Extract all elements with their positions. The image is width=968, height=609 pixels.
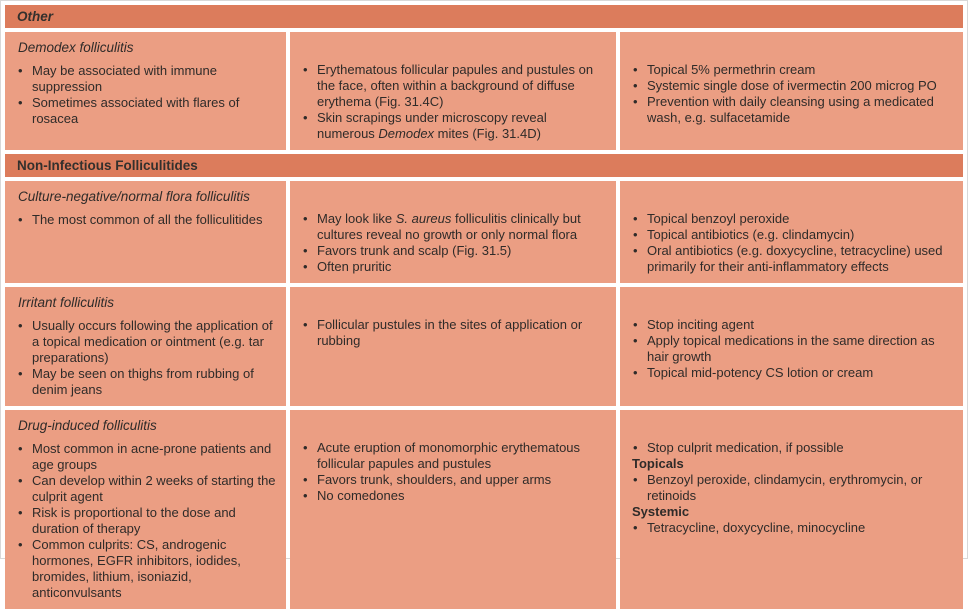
bullet-list xyxy=(632,211,953,275)
bullet-dot-icon: • xyxy=(633,365,638,380)
bullet-dot-icon: • xyxy=(303,440,308,455)
cell-irritant-features xyxy=(5,287,286,406)
bullet-dot-icon: • xyxy=(633,62,638,77)
bullet-item xyxy=(302,110,606,142)
bullet-text: Often pruritic xyxy=(317,259,392,274)
bullet-dot-icon: • xyxy=(633,227,638,242)
table-row-irritant-folliculitis xyxy=(5,287,963,406)
table-row-demodex-folliculitis xyxy=(5,32,963,150)
row-title-culture-negative-folliculitis: Culture-negative/normal flora folliculitis xyxy=(18,189,250,204)
cell-culture-treatment xyxy=(620,181,963,283)
bullet-item xyxy=(632,520,953,536)
bullet-list xyxy=(632,317,953,381)
bullet-dot-icon: • xyxy=(303,317,308,332)
bullet-text: Sometimes associated with flares of rosacea xyxy=(32,95,240,126)
bullet-text: Topical mid-potency CS lotion or cream xyxy=(647,365,874,380)
bullet-text: Erythematous follicular papules and pustules on the face, often within a background of diffuse erythema (Fig. 31.4C) xyxy=(317,62,594,109)
bullet-dot-icon: • xyxy=(633,472,638,487)
bullet-dot-icon: • xyxy=(303,62,308,77)
bullet-item xyxy=(632,365,953,381)
bullet-text: Topical 5% permethrin cream xyxy=(647,62,816,77)
cell-irritant-clinical xyxy=(290,287,616,406)
bullet-dot-icon: • xyxy=(18,473,23,488)
bullet-item xyxy=(17,473,276,505)
section-header-non-infectious: Non-Infectious Folliculitides xyxy=(5,154,963,177)
bullet-dot-icon: • xyxy=(303,211,308,226)
bullet-dot-icon: • xyxy=(303,472,308,487)
bullet-item xyxy=(17,212,276,228)
bullet-text: Favors trunk, shoulders, and upper arms xyxy=(317,472,552,487)
bullet-list xyxy=(302,317,606,349)
bullet-text: Common culprits: CS, androgenic hormones, EGFR inhibitors, iodides, bromides, lithium, isoniazid, anticonvulsants xyxy=(32,537,241,600)
bullet-dot-icon: • xyxy=(633,243,638,258)
bullet-item xyxy=(302,62,606,110)
bullet-list xyxy=(302,440,606,504)
cell-culture-features xyxy=(5,181,286,283)
bullet-item xyxy=(632,227,953,243)
bullet-text: Prevention with daily cleansing using a medicated wash, e.g. sulfacetamide xyxy=(647,94,934,125)
cell-demodex-treatment xyxy=(620,32,963,150)
bullet-item xyxy=(632,211,953,227)
bullet-item xyxy=(302,259,606,275)
bullet-dot-icon: • xyxy=(303,259,308,274)
bullet-text: Favors trunk and scalp (Fig. 31.5) xyxy=(317,243,512,258)
bullet-text: May look like S. aureus folliculitis clinically but cultures reveal no growth or only normal flora xyxy=(317,211,581,242)
bullet-dot-icon: • xyxy=(633,78,638,93)
bullet-text: Topical benzoyl peroxide xyxy=(647,211,790,226)
bullet-text: Stop culprit medication, if possible xyxy=(647,440,844,455)
list-subheading: Topicals xyxy=(632,456,684,471)
bullet-list xyxy=(17,63,276,127)
bullet-dot-icon: • xyxy=(18,441,23,456)
cell-drug-clinical xyxy=(290,410,616,609)
bullet-item xyxy=(17,63,276,95)
bullet-item xyxy=(632,317,953,333)
cell-culture-clinical xyxy=(290,181,616,283)
bullet-dot-icon: • xyxy=(633,211,638,226)
section-header-other: Other xyxy=(5,5,963,28)
cell-demodex-features xyxy=(5,32,286,150)
bullet-list xyxy=(302,62,606,142)
row-title-drug-induced-folliculitis: Drug-induced folliculitis xyxy=(18,418,157,433)
bullet-item xyxy=(632,94,953,126)
bullet-text: Apply topical medications in the same direction as hair growth xyxy=(647,333,935,364)
bullet-dot-icon: • xyxy=(633,520,638,535)
cell-drug-features xyxy=(5,410,286,609)
bullet-text: Follicular pustules in the sites of application or rubbing xyxy=(317,317,583,348)
bullet-item xyxy=(632,243,953,275)
bullet-item xyxy=(17,366,276,398)
bullet-text: Topical antibiotics (e.g. clindamycin) xyxy=(647,227,855,242)
bullet-list xyxy=(17,441,276,601)
bullet-item xyxy=(17,537,276,601)
bullet-text: Stop inciting agent xyxy=(647,317,754,332)
bullet-item xyxy=(302,317,606,349)
bullet-dot-icon: • xyxy=(18,95,23,110)
bullet-text: Tetracycline, doxycycline, minocycline xyxy=(647,520,866,535)
bullet-dot-icon: • xyxy=(303,243,308,258)
list-subheading: Systemic xyxy=(632,504,690,519)
bullet-list xyxy=(632,62,953,126)
bullet-text: Systemic single dose of ivermectin 200 microg PO xyxy=(647,78,937,93)
bullet-text: Skin scrapings under microscopy reveal numerous Demodex mites (Fig. 31.4D) xyxy=(317,110,547,141)
bullet-item xyxy=(632,440,953,456)
bullet-item xyxy=(632,333,953,365)
bullet-list xyxy=(17,318,276,398)
bullet-item xyxy=(632,62,953,78)
cell-irritant-treatment xyxy=(620,287,963,406)
bullet-item xyxy=(632,472,953,504)
bullet-item xyxy=(17,505,276,537)
bullet-dot-icon: • xyxy=(633,317,638,332)
bullet-text: No comedones xyxy=(317,488,405,503)
bullet-item xyxy=(302,211,606,243)
bullet-text: Oral antibiotics (e.g. doxycycline, tetracycline) used primarily for their anti-inflammatory effects xyxy=(647,243,943,274)
bullet-text: Acute eruption of monomorphic erythematous follicular papules and pustules xyxy=(317,440,581,471)
bullet-dot-icon: • xyxy=(18,366,23,381)
bullet-dot-icon: • xyxy=(18,318,23,333)
bullet-text: May be seen on thighs from rubbing of denim jeans xyxy=(32,366,254,397)
cell-drug-treatment xyxy=(620,410,963,609)
bullet-list xyxy=(632,440,953,536)
bullet-text: Usually occurs following the application of a topical medication or ointment (e.g. tar preparations) xyxy=(32,318,273,365)
bullet-dot-icon: • xyxy=(18,505,23,520)
bullet-dot-icon: • xyxy=(633,333,638,348)
table-row-culture-negative-folliculitis xyxy=(5,181,963,283)
bullet-item xyxy=(302,440,606,472)
bullet-text: Benzoyl peroxide, clindamycin, erythromycin, or retinoids xyxy=(647,472,923,503)
row-title-irritant-folliculitis: Irritant folliculitis xyxy=(18,295,115,310)
bullet-item xyxy=(17,95,276,127)
table-row-drug-induced-folliculitis xyxy=(5,410,963,609)
bullet-text: Risk is proportional to the dose and duration of therapy xyxy=(32,505,236,536)
bullet-dot-icon: • xyxy=(633,94,638,109)
bullet-text: The most common of all the folliculitides xyxy=(32,212,263,227)
bullet-item xyxy=(17,441,276,473)
row-title-demodex-folliculitis: Demodex folliculitis xyxy=(18,40,134,55)
bullet-dot-icon: • xyxy=(303,110,308,125)
bullet-list xyxy=(17,212,276,228)
bullet-text: Can develop within 2 weeks of starting the culprit agent xyxy=(32,473,276,504)
cell-demodex-clinical xyxy=(290,32,616,150)
bullet-dot-icon: • xyxy=(633,440,638,455)
bullet-item xyxy=(302,243,606,259)
bullet-text: Most common in acne-prone patients and age groups xyxy=(32,441,272,472)
bullet-item xyxy=(302,488,606,504)
bullet-text: May be associated with immune suppression xyxy=(32,63,217,94)
bullet-dot-icon: • xyxy=(18,212,23,227)
bullet-dot-icon: • xyxy=(303,488,308,503)
bullet-item xyxy=(302,472,606,488)
bullet-dot-icon: • xyxy=(18,537,23,552)
bullet-dot-icon: • xyxy=(18,63,23,78)
bullet-item xyxy=(17,318,276,366)
bullet-item xyxy=(632,78,953,94)
bullet-list xyxy=(302,211,606,275)
